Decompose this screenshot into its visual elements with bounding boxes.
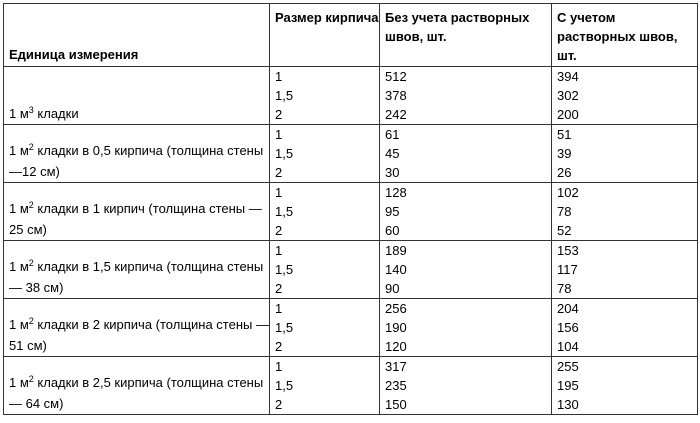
brick-size-value: 2 xyxy=(275,165,283,180)
without-joints-cell xyxy=(380,299,552,357)
brick-size-value: 2 xyxy=(275,397,283,412)
unit-post: кладки в 2 кирпича (толщина стены — 51 см) xyxy=(9,317,269,353)
without-joints-value: 128 xyxy=(385,185,407,200)
with-joints-cell xyxy=(552,183,698,241)
brick-consumption-table xyxy=(3,3,698,415)
without-joints-value: 45 xyxy=(385,146,400,161)
with-joints-value: 394 xyxy=(557,69,579,84)
without-joints-value: 235 xyxy=(385,378,407,393)
brick-size-cell xyxy=(270,125,380,183)
with-joints-value: 51 xyxy=(557,127,572,142)
unit-sup: 3 xyxy=(28,105,34,115)
brick-size-value: 1,5 xyxy=(275,320,294,335)
with-joints-value: 102 xyxy=(557,185,579,200)
brick-size-value: 1,5 xyxy=(275,146,294,161)
brick-size-value: 1 xyxy=(275,359,283,374)
brick-size-value: 1,5 xyxy=(275,262,294,277)
without-joints-value: 317 xyxy=(385,359,407,374)
table-row xyxy=(4,299,698,357)
unit-post: кладки в 1,5 кирпича (толщина стены — 38 см) xyxy=(9,259,264,295)
brick-size-value: 1 xyxy=(275,243,283,258)
unit-sup: 2 xyxy=(28,200,34,210)
without-joints-value: 189 xyxy=(385,243,407,258)
brick-size-value: 1,5 xyxy=(275,204,294,219)
without-joints-value: 140 xyxy=(385,262,407,277)
without-joints-value: 190 xyxy=(385,320,407,335)
unit-sup: 2 xyxy=(28,374,34,384)
brick-size-value: 1 xyxy=(275,185,283,200)
unit-post: кладки xyxy=(33,106,79,121)
brick-size-cell xyxy=(270,241,380,299)
without-joints-value: 512 xyxy=(385,69,407,84)
unit-sup: 2 xyxy=(28,142,34,152)
with-joints-cell xyxy=(552,357,698,415)
without-joints-value: 242 xyxy=(385,107,407,122)
with-joints-value: 78 xyxy=(557,281,572,296)
header-brick-size: Размер кирпича xyxy=(270,4,380,67)
table-row xyxy=(4,125,698,183)
with-joints-value: 117 xyxy=(557,262,578,277)
without-joints-value: 378 xyxy=(385,88,407,103)
brick-size-cell xyxy=(270,183,380,241)
header-with-joints: С учетом растворных швов, шт. xyxy=(552,4,698,67)
with-joints-value: 26 xyxy=(557,165,572,180)
with-joints-value: 195 xyxy=(557,378,579,393)
brick-size-value: 1 xyxy=(275,69,283,84)
with-joints-cell xyxy=(552,67,698,125)
brick-size-value: 2 xyxy=(275,339,283,354)
with-joints-value: 156 xyxy=(557,320,579,335)
brick-size-value: 1 xyxy=(275,301,283,316)
unit-sup: 2 xyxy=(28,258,34,268)
without-joints-value: 61 xyxy=(385,127,400,142)
unit-cell xyxy=(4,241,270,299)
with-joints-value: 52 xyxy=(557,223,572,238)
brick-size-value: 2 xyxy=(275,223,283,238)
with-joints-value: 200 xyxy=(557,107,579,122)
header-row xyxy=(4,4,698,67)
with-joints-cell xyxy=(552,299,698,357)
unit-pre: 1 м xyxy=(9,201,29,216)
without-joints-cell xyxy=(380,241,552,299)
unit-cell xyxy=(4,183,270,241)
without-joints-cell xyxy=(380,183,552,241)
without-joints-value: 150 xyxy=(385,397,407,412)
with-joints-value: 255 xyxy=(557,359,579,374)
with-joints-value: 302 xyxy=(557,88,579,103)
with-joints-value: 78 xyxy=(557,204,572,219)
table-row xyxy=(4,357,698,415)
without-joints-value: 120 xyxy=(385,339,407,354)
unit-post: кладки в 2,5 кирпича (толщина стены — 64 см) xyxy=(9,375,264,411)
unit-pre: 1 м xyxy=(9,106,29,121)
table-row xyxy=(4,241,698,299)
unit-cell xyxy=(4,67,270,125)
brick-size-cell xyxy=(270,67,380,125)
brick-size-value: 1,5 xyxy=(275,378,294,393)
brick-size-value: 1,5 xyxy=(275,88,294,103)
header-unit: Единица измерения xyxy=(4,4,270,67)
with-joints-cell xyxy=(552,241,698,299)
without-joints-value: 90 xyxy=(385,281,400,296)
brick-size-value: 2 xyxy=(275,107,283,122)
without-joints-cell xyxy=(380,67,552,125)
table-row xyxy=(4,67,698,125)
with-joints-value: 204 xyxy=(557,301,579,316)
header-without-joints: Без учета растворных швов, шт. xyxy=(380,4,552,67)
brick-size-value: 2 xyxy=(275,281,283,296)
without-joints-cell xyxy=(380,125,552,183)
without-joints-value: 60 xyxy=(385,223,400,238)
with-joints-value: 130 xyxy=(557,397,579,412)
without-joints-value: 95 xyxy=(385,204,400,219)
brick-size-value: 1 xyxy=(275,127,283,142)
unit-pre: 1 м xyxy=(9,317,29,332)
unit-post: кладки в 1 кирпич (толщина стены — 25 см) xyxy=(9,201,262,237)
unit-pre: 1 м xyxy=(9,143,29,158)
table-body xyxy=(4,67,698,415)
with-joints-value: 39 xyxy=(557,146,572,161)
unit-sup: 2 xyxy=(28,316,34,326)
brick-size-cell xyxy=(270,299,380,357)
table-row xyxy=(4,183,698,241)
without-joints-value: 256 xyxy=(385,301,407,316)
without-joints-value: 30 xyxy=(385,165,400,180)
with-joints-value: 104 xyxy=(557,339,579,354)
unit-cell xyxy=(4,357,270,415)
unit-post: кладки в 0,5 кирпича (толщина стены —12 см) xyxy=(9,143,264,179)
with-joints-value: 153 xyxy=(557,243,579,258)
unit-pre: 1 м xyxy=(9,375,29,390)
with-joints-cell xyxy=(552,125,698,183)
brick-size-cell xyxy=(270,357,380,415)
unit-cell xyxy=(4,125,270,183)
unit-pre: 1 м xyxy=(9,259,29,274)
unit-cell xyxy=(4,299,270,357)
without-joints-cell xyxy=(380,357,552,415)
